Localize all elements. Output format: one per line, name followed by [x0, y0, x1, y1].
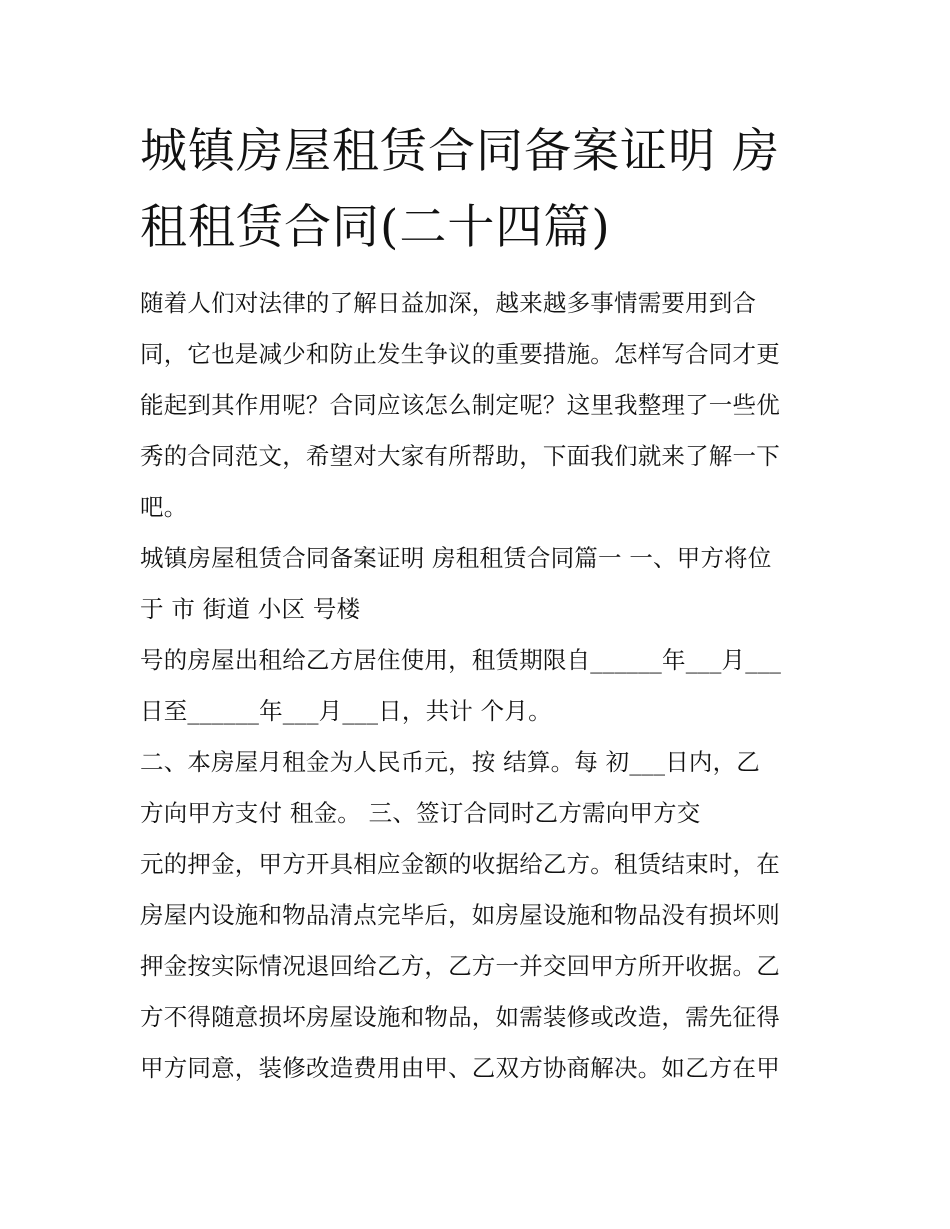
document-body [140, 278, 816, 1094]
body-line: 押金按实际情况退回给乙方，乙方一并交回甲方所开收据。乙 [140, 952, 780, 980]
body-line: 同，它也是减少和防止发生争议的重要措施。怎样写合同才更 [140, 340, 780, 368]
title-line: 租租赁合同(二十四篇) [140, 200, 611, 255]
title-line: 城镇房屋租赁合同备案证明 房 [140, 124, 780, 179]
document-page [140, 114, 816, 1094]
body-line: 能起到其作用呢？合同应该怎么制定呢？这里我整理了一些优 [140, 391, 780, 419]
body-line: 房屋内设施和物品清点完毕后，如房屋设施和物品没有损坏则 [140, 901, 780, 929]
body-line: 方向甲方支付 租金。 三、签订合同时乙方需向甲方交 [140, 799, 701, 827]
body-line: 日至______年___月___日，共计 个月。 [140, 697, 552, 725]
body-line: 元的押金，甲方开具相应金额的收据给乙方。租赁结束时，在 [140, 850, 780, 878]
body-line: 二、本房屋月租金为人民币元，按 结算。每 初___日内，乙 [140, 748, 760, 776]
body-line: 城镇房屋租赁合同备案证明 房租租赁合同篇一 一、甲方将位 [140, 544, 772, 572]
body-line: 随着人们对法律的了解日益加深，越来越多事情需要用到合 [140, 289, 757, 317]
body-line: 号的房屋出租给乙方居住使用，租赁期限自______年___月___ [140, 646, 782, 674]
body-line: 方不得随意损坏房屋设施和物品，如需装修或改造，需先征得 [140, 1003, 780, 1031]
body-line: 甲方同意，装修改造费用由甲、乙双方协商解决。如乙方在甲 [140, 1054, 780, 1082]
document-title [140, 114, 816, 266]
body-line: 秀的合同范文，希望对大家有所帮助，下面我们就来了解一下 [140, 442, 780, 470]
body-line: 于 市 街道 小区 号楼 [140, 595, 361, 623]
body-line: 吧。 [140, 493, 188, 521]
